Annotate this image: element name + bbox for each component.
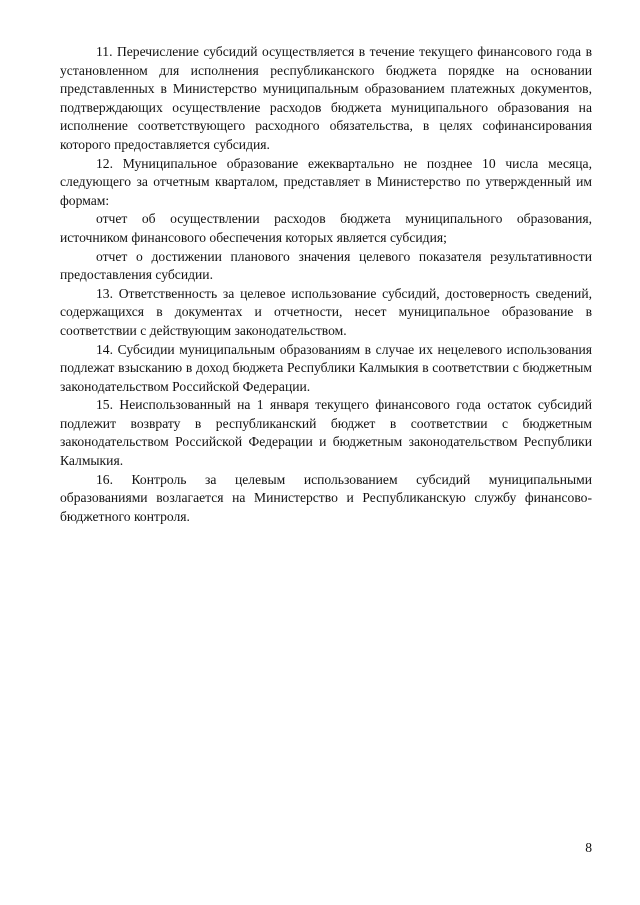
paragraph-16: 16. Контроль за целевым использованием субсидий муниципальными образованиями возлагается на Министерство и Республиканскую службу финансово-бюджетного контроля. [60, 471, 592, 524]
paragraph-12-report-target: отчет о достижении планового значения целевого показателя результативности предоставления субсидии. [60, 248, 592, 283]
paragraph-12-report-expenses: отчет об осуществлении расходов бюджета муниципального образования, источником финансового обеспечения которых является субсидия; [60, 211, 592, 245]
document-body [60, 43, 592, 526]
paragraph-12: 12. Муниципальное образование ежеквартально не позднее 10 числа месяца, следующего за отчетным кварталом, представляет в Министерство по утвержденный им формам: [60, 155, 592, 208]
page-number: 8 [585, 840, 592, 855]
paragraph-13: 13. Ответственность за целевое использование субсидий, достоверность сведений, содержащихся в документах и отчетности, несет муниципальное образование в соответствии с действующим законодательством. [60, 285, 592, 338]
paragraph-11: 11. Перечисление субсидий осуществляется в течение текущего финансового года в установленном для исполнения республиканского бюджета порядке на основании представленных в Министерство муниципальным образованием платежных документов, подтверждающих осуществление расходов бюджета муниципального образования на исполнение соответствующего расходного обязательства, в целях софинансирования которого предоставляется субсидия. [60, 44, 592, 152]
paragraph-15: 15. Неиспользованный на 1 января текущего финансового года остаток субсидий подлежит возврату в республиканский бюджет в соответствии с бюджетным законодательством Российской Федерации и бюджетным законодательством Республики Калмыкия. [60, 397, 592, 469]
paragraph-14: 14. Субсидии муниципальным образованиям в случае их нецелевого использования подлежат взысканию в доход бюджета Республики Калмыкия в соответствии с бюджетным законодательством Российской Федерации. [60, 341, 592, 394]
